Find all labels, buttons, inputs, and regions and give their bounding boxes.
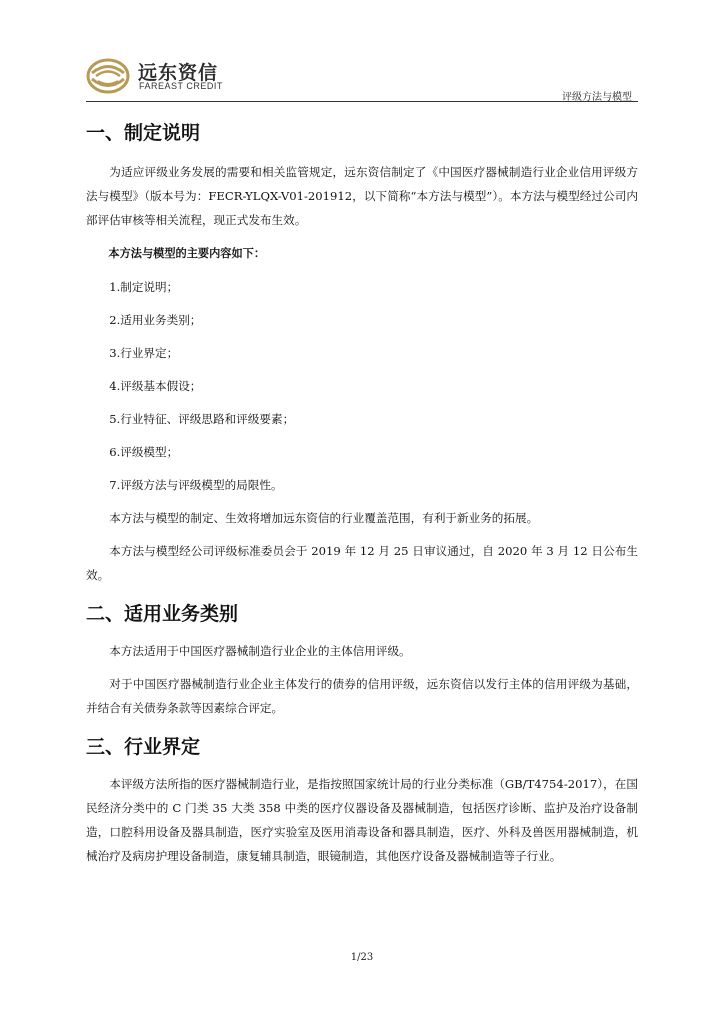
paragraph: 为适应评级业务发展的需要和相关监管规定，远东资信制定了《中国医疗器械制造行业企业信用评级方法与模型》（版本号为：FECR-YLQX-V01-201912，以下简称“本方法与模型”）。本方法与模型经过公司内部评估审核等相关流程，现正式发布生效。 [86, 165, 638, 227]
list-item: 3.行业界定； [109, 346, 179, 360]
list-item: 6.评级模型； [109, 445, 179, 459]
paragraph: 本评级方法所指的医疗器械制造行业，是指按照国家统计局的行业分类标准（GB/T4754-2017），在国民经济分类中的 C 门类 35 大类 358 中类的医疗仪器设备及器械制造，包括医疗诊断、监护及治疗设备制造，口腔科用设备及器具制造，医疗实验室及医用消毒设备和器具制造，医疗、外科及兽医用器械制造，机械治疗及病房护理设备制造，康复辅具制造，眼镜制造，其他医疗设备及器械制造等子行业。 [86, 777, 638, 863]
section-heading-1: 一、制定说明 [86, 122, 201, 144]
logo-chinese-name: 远东资信 [138, 62, 219, 84]
paragraph: 本方法与模型的制定、生效将增加远东资信的行业覆盖范围，有利于新业务的拓展。 [109, 511, 539, 525]
document-title: 评级方法与模型 [562, 92, 632, 103]
document-body [86, 118, 638, 868]
header-divider [86, 101, 638, 102]
list-item: 2.适用业务类别； [109, 313, 202, 327]
page-number: 1/23 [350, 952, 374, 963]
fareast-credit-logo-icon [86, 56, 130, 96]
logo-english-name: FAREAST CREDIT [139, 81, 223, 91]
contents-intro: 本方法与模型的主要内容如下： [108, 247, 266, 260]
list-item: 5.行业特征、评级思路和评级要素； [109, 412, 295, 426]
paragraph: 本方法与模型经公司评级标准委员会于 2019 年 12 月 25 日审议通过，自 2020 年 3 月 12 日公布生效。 [86, 544, 638, 582]
list-item: 1.制定说明； [109, 280, 179, 294]
page-header [86, 52, 638, 103]
section-heading-2: 二、适用业务类别 [86, 603, 239, 625]
paragraph: 本方法适用于中国医疗器械制造行业企业的主体信用评级。 [109, 644, 411, 658]
list-item: 4.评级基本假设； [109, 379, 202, 393]
section-heading-3: 三、行业界定 [86, 736, 201, 758]
list-item: 7.评级方法与评级模型的局限性。 [109, 478, 283, 492]
paragraph: 对于中国医疗器械制造行业企业主体发行的债券的信用评级，远东资信以发行主体的信用评级为基础，并结合有关债券条款等因素综合评定。 [86, 677, 638, 715]
